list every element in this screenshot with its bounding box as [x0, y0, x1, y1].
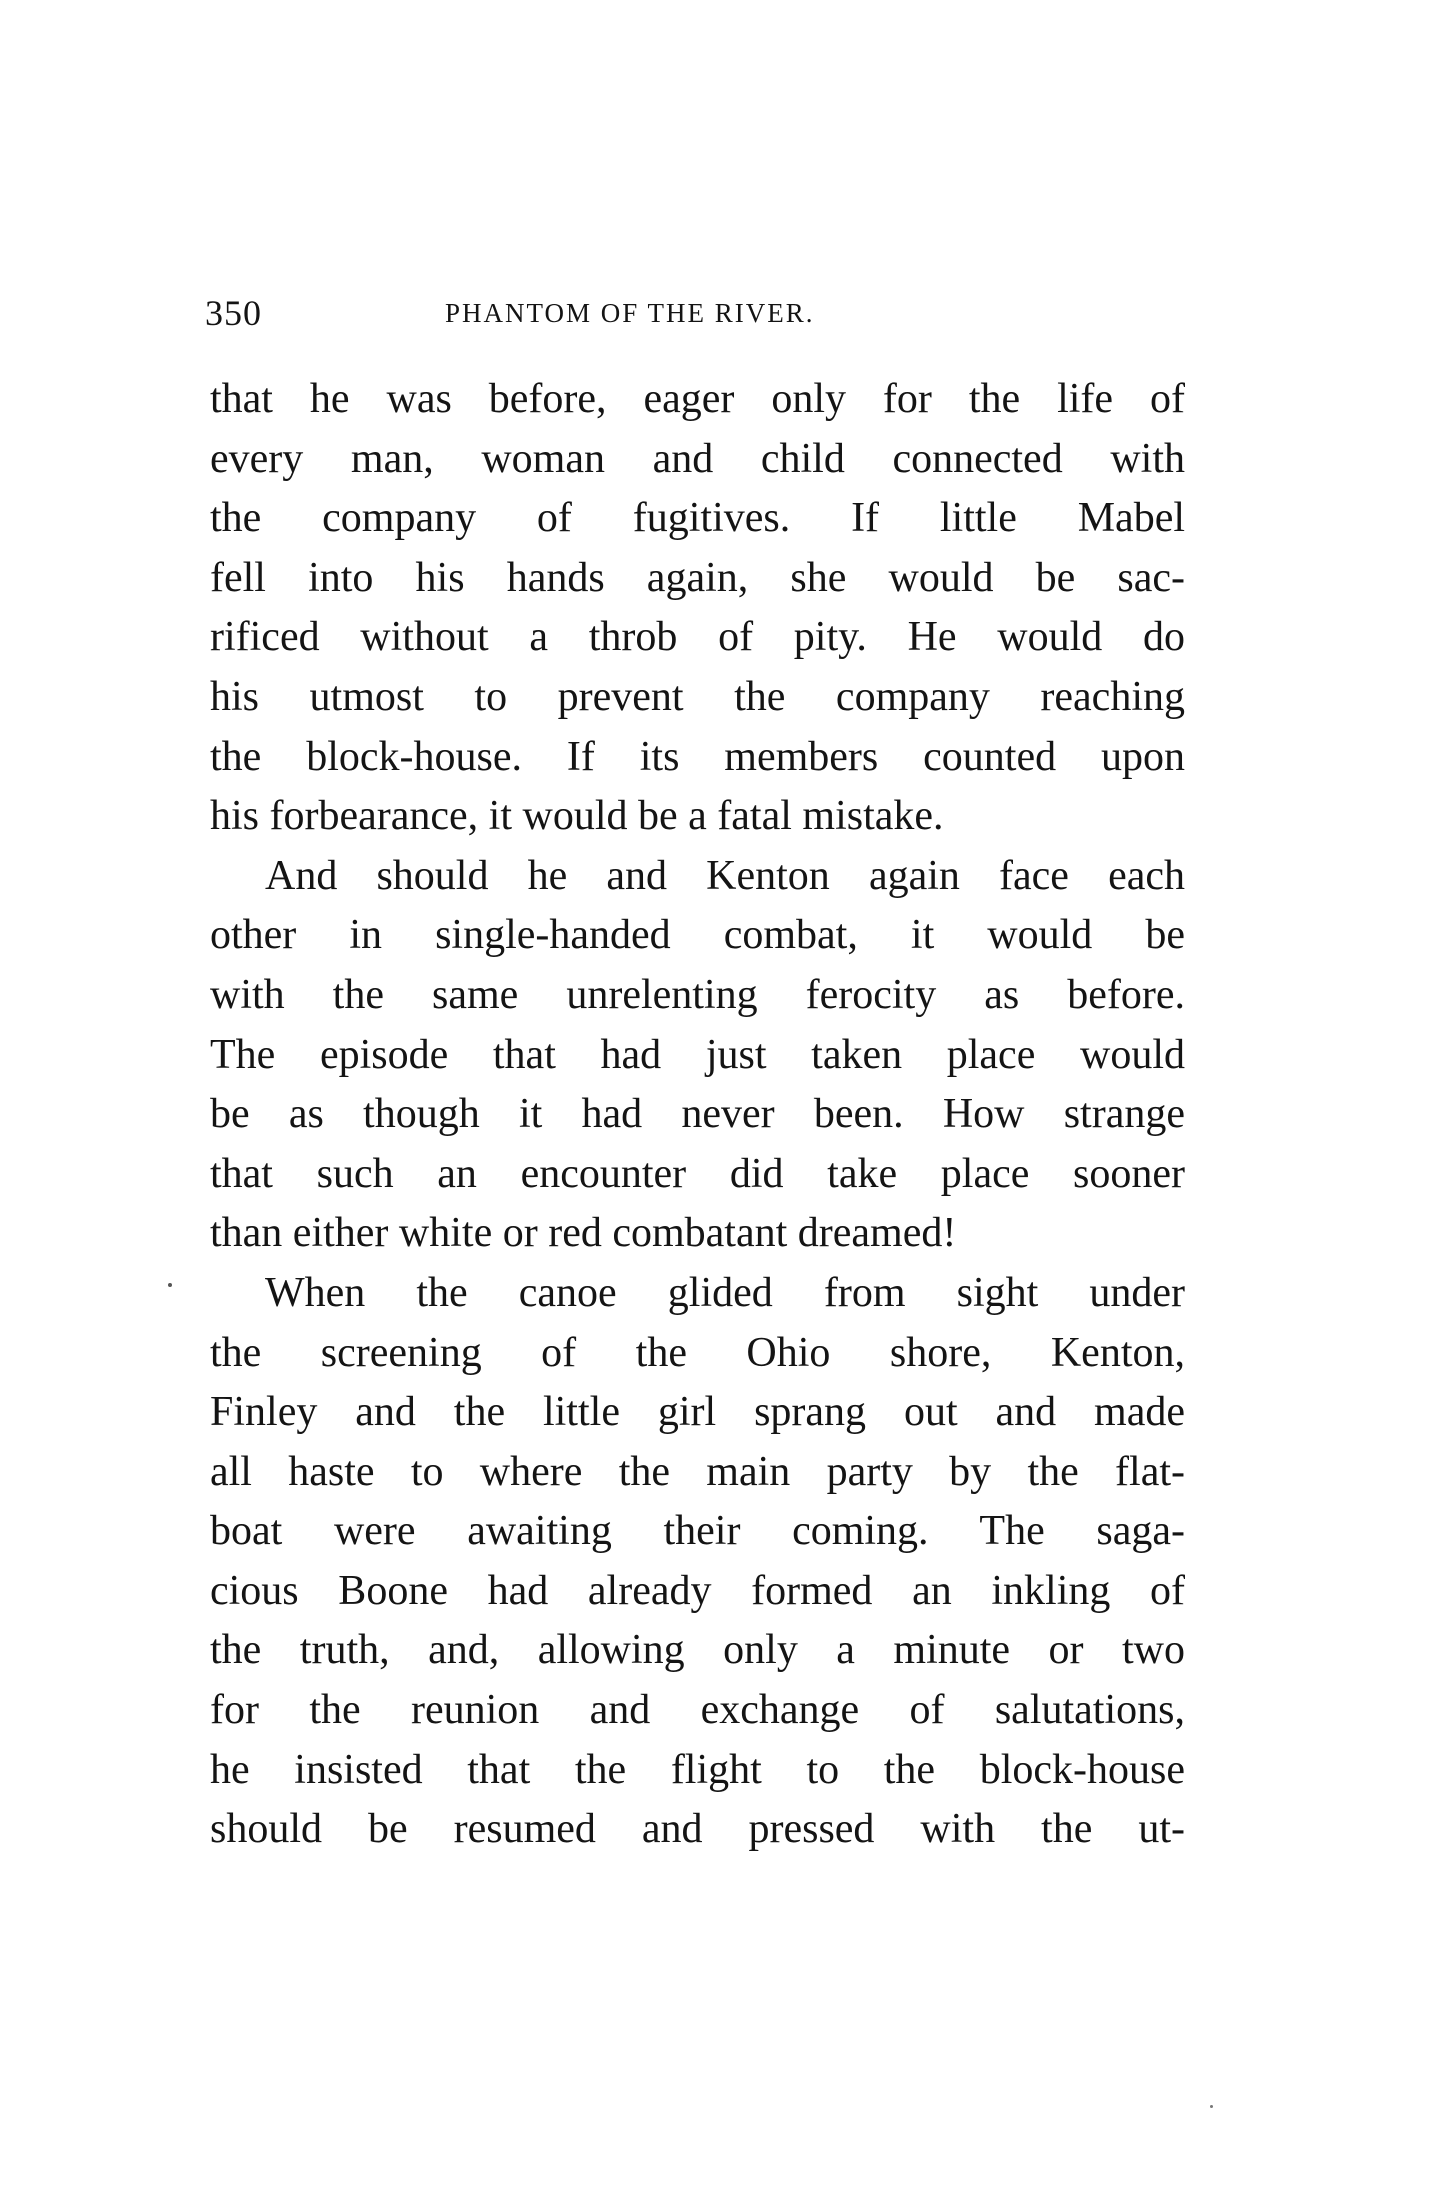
text-line: for the reunion and exchange of salutations,: [210, 1687, 1185, 1734]
text-line: with the same unrelenting ferocity as before.: [210, 971, 1185, 1018]
text-line: that such an encounter did take place sooner: [210, 1150, 1185, 1197]
paragraph-start-line: And should he and Kenton again face each: [265, 852, 1185, 899]
text-line: the company of fugitives. If little Mabel: [210, 495, 1185, 542]
text-line: rificed without a throb of pity. He would do: [210, 614, 1185, 661]
text-line: should be resumed and pressed with the ut-: [210, 1806, 1185, 1853]
text-line: be as though it had never been. How strange: [210, 1091, 1185, 1138]
page-number: 350: [205, 293, 262, 333]
text-line: his utmost to prevent the company reaching: [210, 673, 1185, 720]
page-header: [205, 292, 1195, 342]
text-line: the block-house. If its members counted upon: [210, 733, 1185, 780]
text-line: than either white or red combatant dreamed!: [210, 1210, 957, 1257]
text-line: all haste to where the main party by the flat-: [210, 1448, 1185, 1495]
text-line: he insisted that the flight to the block-house: [210, 1746, 1185, 1793]
text-line: every man, woman and child connected with: [210, 435, 1185, 482]
paragraph-start-line: When the canoe glided from sight under: [265, 1269, 1185, 1316]
scan-speck: [1210, 2105, 1213, 2108]
text-line: other in single-handed combat, it would be: [210, 912, 1185, 959]
text-line: The episode that had just taken place would: [210, 1031, 1185, 1078]
text-line: fell into his hands again, she would be sac-: [210, 554, 1185, 601]
text-line: that he was before, eager only for the life of: [210, 376, 1185, 422]
text-line: the screening of the Ohio shore, Kenton,: [210, 1329, 1185, 1376]
margin-speck: [168, 1283, 172, 1287]
text-line: cious Boone had already formed an inkling of: [210, 1567, 1185, 1614]
text-line: boat were awaiting their coming. The saga-: [210, 1508, 1185, 1555]
text-line: the truth, and, allowing only a minute or two: [210, 1627, 1185, 1674]
running-title: PHANTOM OF THE RIVER.: [445, 298, 815, 328]
text-line: his forbearance, it would be a fatal mistake.: [210, 793, 944, 840]
body-text: [210, 370, 1185, 1860]
text-line: Finley and the little girl sprang out and made: [210, 1389, 1185, 1436]
